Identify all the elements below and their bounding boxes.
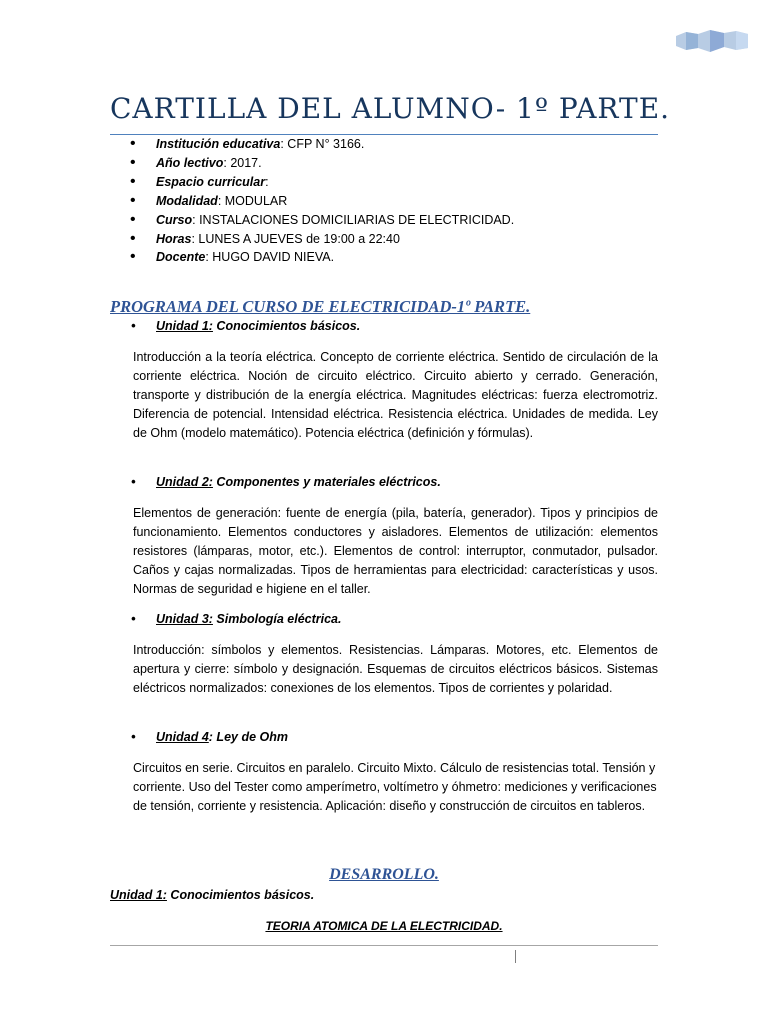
text-cursor xyxy=(515,950,516,963)
info-item-course xyxy=(110,211,658,230)
info-item-teacher xyxy=(110,248,658,267)
unit-name: Simbología eléctrica. xyxy=(212,612,342,626)
header-logo-icon xyxy=(674,28,750,54)
unit-1-description: Introducción a la teoría eléctrica. Concepto de corriente eléctrica. Sentido de circulación de la corriente eléctrica. Noción de circuito eléctrico. Circuito abierto y cerrado. Generación, transporte y distribución de la energía eléctrica. Magnitudes eléctricas: fuerza electromotriz. Diferencia de potencial. Intensidad eléctrica. Resistencia eléctrica. Unidades de medida. Ley de Ohm (modelo matemático). Potencia eléctrica (definición y fórmulas). xyxy=(133,350,658,440)
course-info-list xyxy=(110,135,658,267)
footer-divider xyxy=(110,945,658,946)
info-label: Año lectivo xyxy=(156,155,224,170)
info-value: : HUGO DAVID NIEVA. xyxy=(205,250,335,265)
info-label: Institución educativa xyxy=(156,137,281,151)
info-value: : INSTALACIONES DOMICILIARIAS DE ELECTRICIDAD. xyxy=(192,212,515,227)
info-label: Curso xyxy=(156,212,193,227)
info-item-modality xyxy=(110,192,658,211)
info-label: Docente xyxy=(156,250,206,265)
bullet-icon: • xyxy=(131,611,136,626)
info-item-curricular-space xyxy=(110,173,658,192)
unit-3-description: Introducción: símbolos y elementos. Resistencias. Lámparas. Motores, etc. Elementos de apertura y cierre: símbolo y designación. Esquemas de circuitos eléctricos básicos. Sistemas eléctricos normalizados: conexiones de los elementos. Tipos de corrientes y polaridad. xyxy=(133,643,658,695)
info-value: : 2017. xyxy=(223,155,262,170)
theory-subtitle: TEORIA ATOMICA DE LA ELECTRICIDAD. xyxy=(265,919,503,933)
unit-label: Unidad 1: xyxy=(110,888,167,902)
info-label: Modalidad xyxy=(156,193,218,208)
info-value: : LUNES A JUEVES de 19:00 a 22:40 xyxy=(191,231,400,246)
page-title: CARTILLA DEL ALUMNO- 1º PARTE. xyxy=(110,92,671,125)
info-item-hours xyxy=(110,230,658,249)
unit-label: Unidad 1: xyxy=(156,319,213,333)
info-label: Espacio curricular xyxy=(156,174,266,189)
unit-4-description: Circuitos en serie. Circuitos en paralelo. Circuito Mixto. Cálculo de resistencias total. Tensión y corriente. Uso del Tester como amperímetro, voltímetro y óhmetro: mediciones y verificaciones de tensión, corriente y resistencia. Aplicación: diseño y construcción de circuitos en tableros. xyxy=(133,761,657,813)
info-value: : MODULAR xyxy=(217,193,288,208)
info-item-year xyxy=(110,154,658,173)
unit-name: Conocimientos básicos. xyxy=(212,319,361,333)
development-unit-heading xyxy=(110,888,314,902)
info-value: : CFP N° 3166. xyxy=(280,137,365,151)
unit-label: Unidad 4 xyxy=(156,730,209,744)
unit-label: Unidad 2: xyxy=(156,475,213,489)
bullet-icon: • xyxy=(131,729,136,744)
program-title: PROGRAMA DEL CURSO DE ELECTRICIDAD-1º PARTE. xyxy=(110,297,531,316)
unit-name: Conocimientos básicos. xyxy=(166,888,315,902)
unit-label: Unidad 3: xyxy=(156,612,213,626)
unit-name: : Ley de Ohm xyxy=(208,730,288,744)
info-label: Horas xyxy=(156,231,192,246)
unit-name: Componentes y materiales eléctricos. xyxy=(212,475,441,489)
bullet-icon: • xyxy=(131,474,136,489)
unit-2-description: Elementos de generación: fuente de energía (pila, batería, generador). Tipos y principios de funcionamiento. Elementos conductores y aisladores. Elementos de utilización: elementos resistores (lámparas, motor, etc.). Elementos de control: interruptor, conmutador, pulsador. Caños y cajas normalizadas. Tipos de herramientas para electricidad: características y usos. Normas de seguridad e higiene en el taller. xyxy=(133,506,658,596)
development-title: DESARROLLO. xyxy=(329,866,439,883)
info-item-institution xyxy=(110,135,658,154)
info-value: : xyxy=(265,174,269,189)
bullet-icon: • xyxy=(131,318,136,333)
